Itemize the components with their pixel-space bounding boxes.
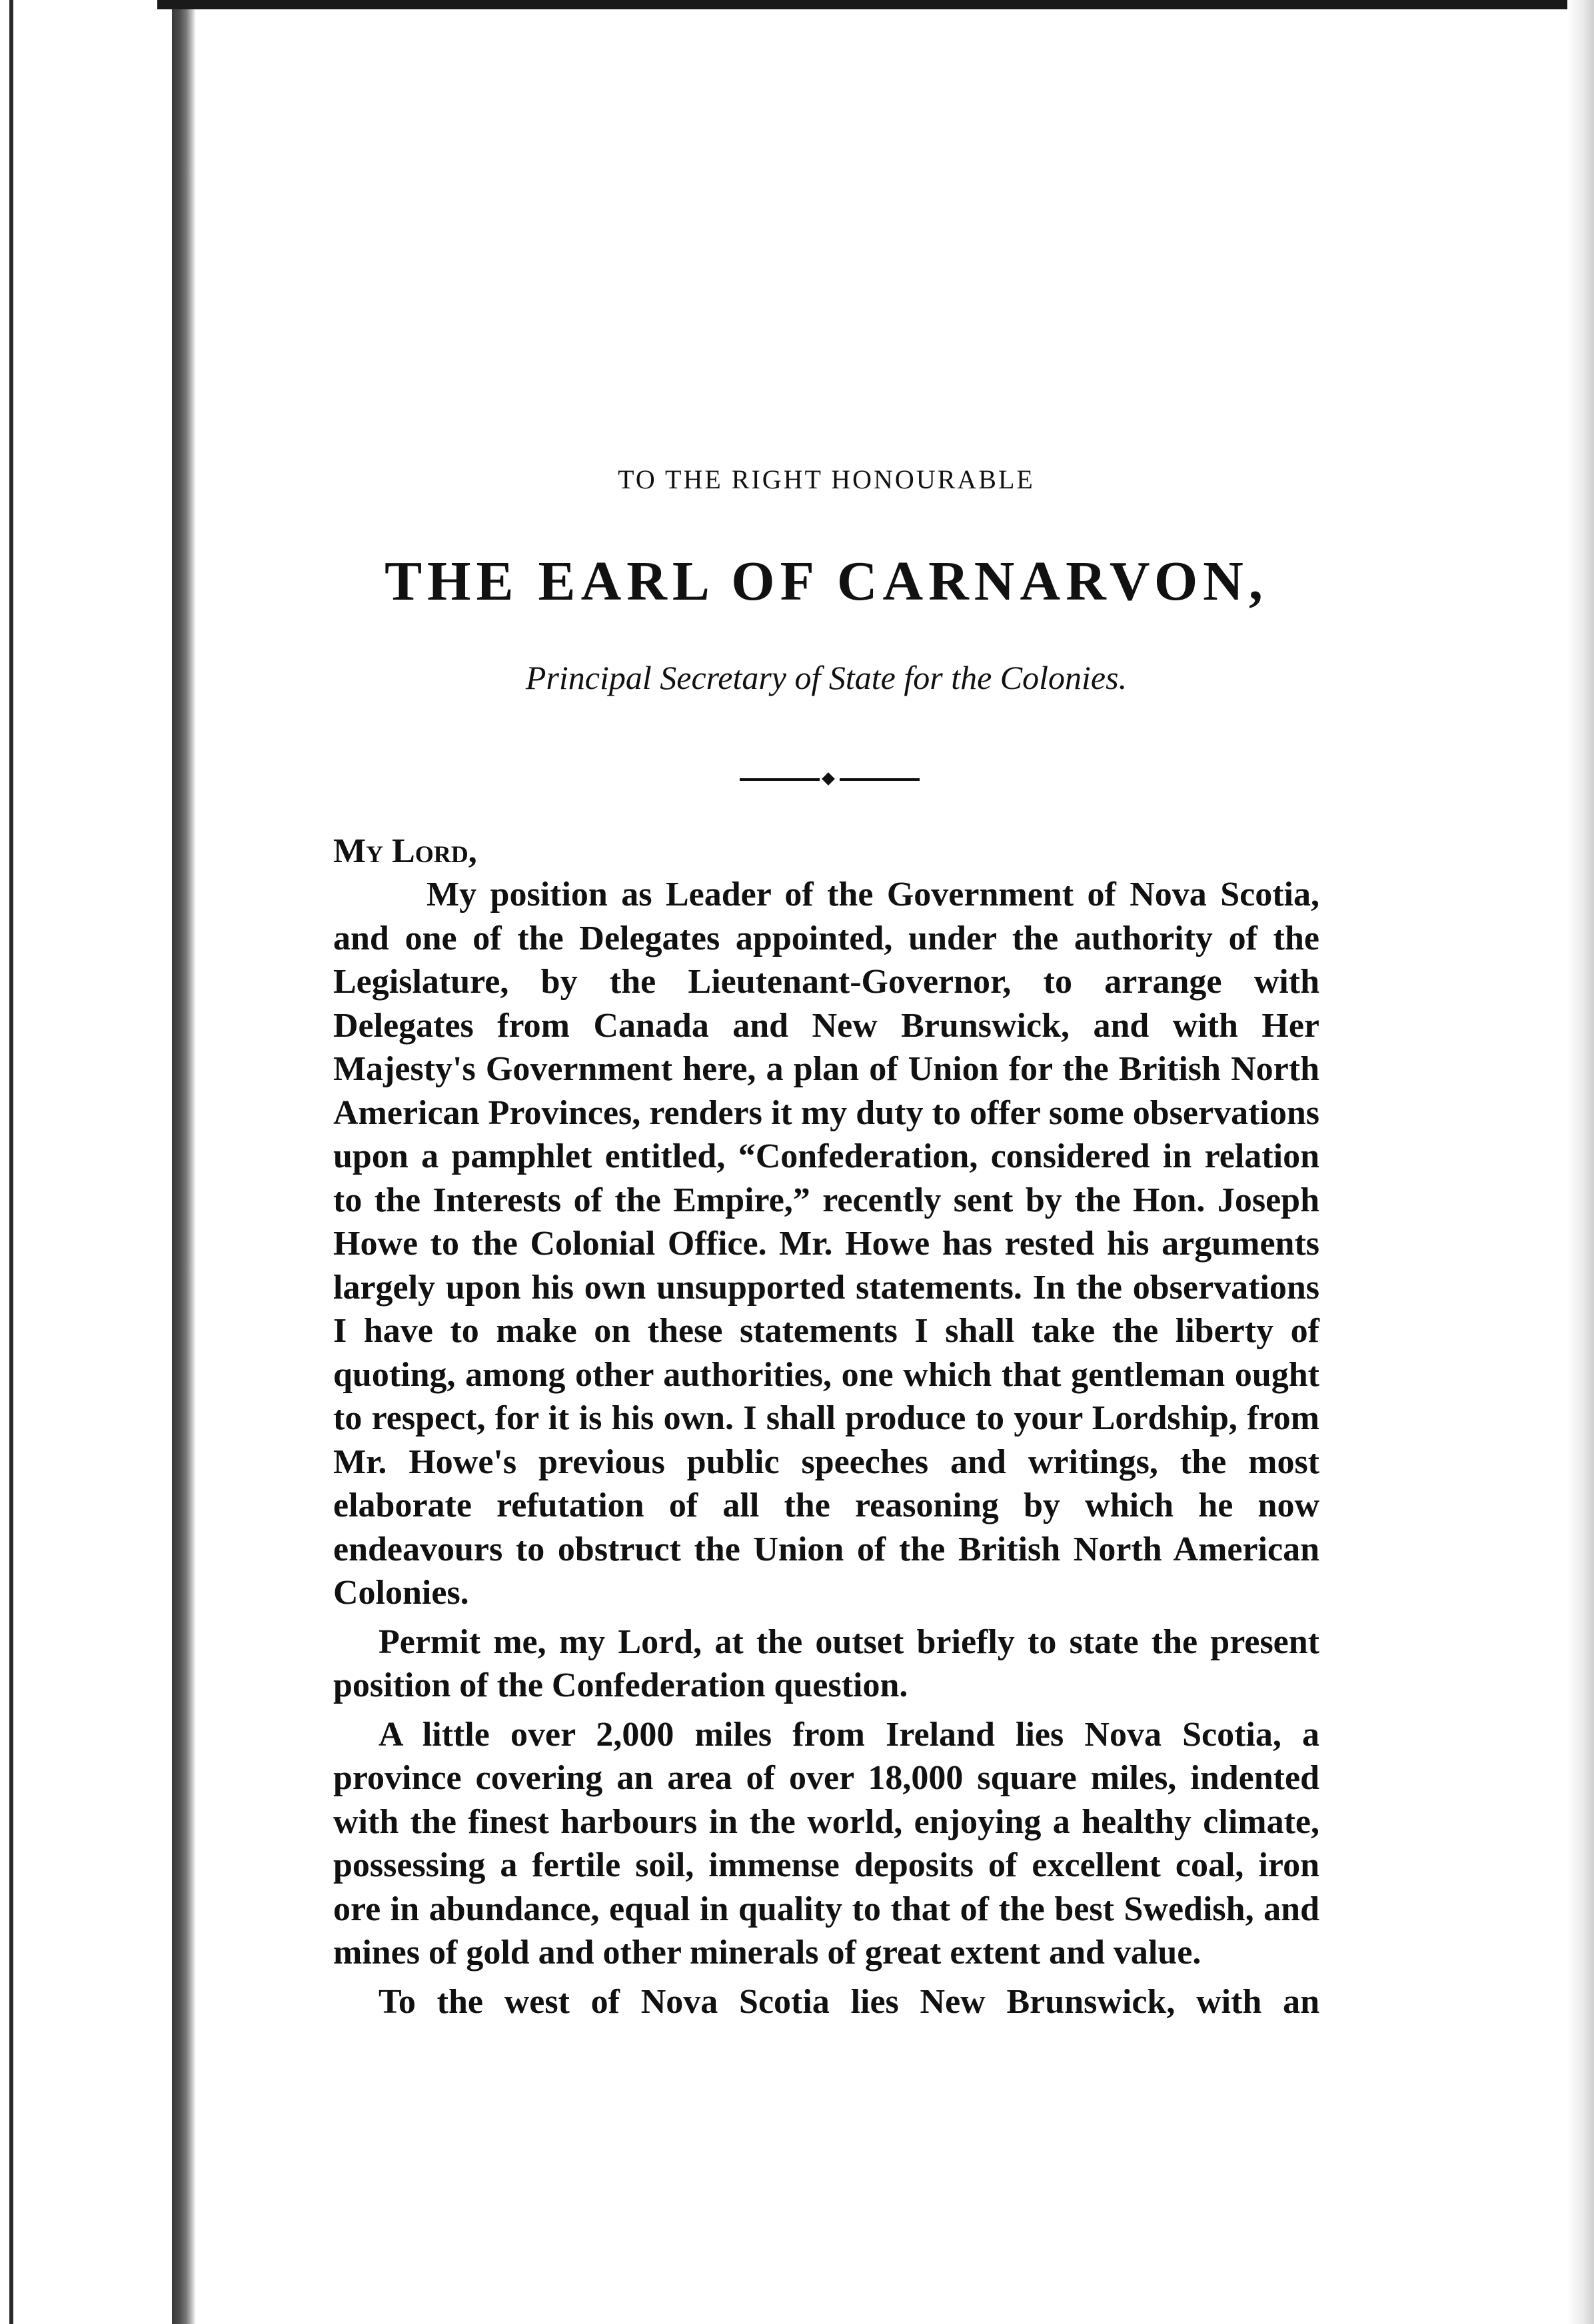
scan-right-edge xyxy=(1567,0,1594,2324)
superscription: TO THE RIGHT HONOURABLE xyxy=(618,464,1035,494)
divider-diamond-icon xyxy=(822,772,835,786)
addressee-heading: THE EARL OF CARNARVON, xyxy=(385,550,1268,612)
paragraph: To the west of Nova Scotia lies New Brunswick, with an xyxy=(379,1982,1319,2021)
ornamental-divider xyxy=(740,773,920,786)
paragraph: A little over 2,000 miles from Ireland lies Nova Scotia, a province covering an area of over 18,000 square miles, indented with the finest harbours in the world, enjoying a healthy climate, possessing a fertile soil, immense deposits of excellent coal, iron ore in abundance, equal in quality to that of the best Swedish, and mines of gold and other minerals of great extent and value. xyxy=(333,1715,1319,1972)
scan-left-margin xyxy=(0,0,157,2324)
divider-bar-left xyxy=(740,778,820,781)
divider-bar-right xyxy=(840,778,920,781)
addressee-title: Principal Secretary of State for the Colonies. xyxy=(525,659,1128,696)
paragraph: Permit me, my Lord, at the outset briefly to state the present position of the Confederation question. xyxy=(333,1622,1319,1704)
paragraph: My position as Leader of the Government of Nova Scotia, and one of the Delegates appointed, under the authority of the Legislature, by the Lieutenant-Governor, to arrange with Delegates from Canada and New Brunswick, and with Her Majesty's Government here, a plan of Union for the British North American Provinces, renders it my duty to offer some observations upon a pamphlet entitled, “Confederation, considered in relation to the Interests of the Empire,” recently sent by the Hon. Joseph Howe to the Colonial Office. Mr. Howe has rested his arguments largely upon his own unsupported statements. In the observations I have to make on these statements I shall take the liberty of quoting, among other authorities, one which that gentleman ought to respect, for it is his own. I shall produce to your Lordship, from Mr. Howe's previous public speeches and writings, the most elaborate refutation of all the reasoning by which he now endeavours to obstruct the Union of the British North American Colonies. xyxy=(333,875,1319,1612)
salutation: My Lord, xyxy=(333,832,477,870)
binding-shadow xyxy=(172,9,196,2324)
scan-edge-line xyxy=(9,0,13,2324)
scan-top-edge xyxy=(0,0,1594,9)
letter-body xyxy=(333,873,1319,2024)
